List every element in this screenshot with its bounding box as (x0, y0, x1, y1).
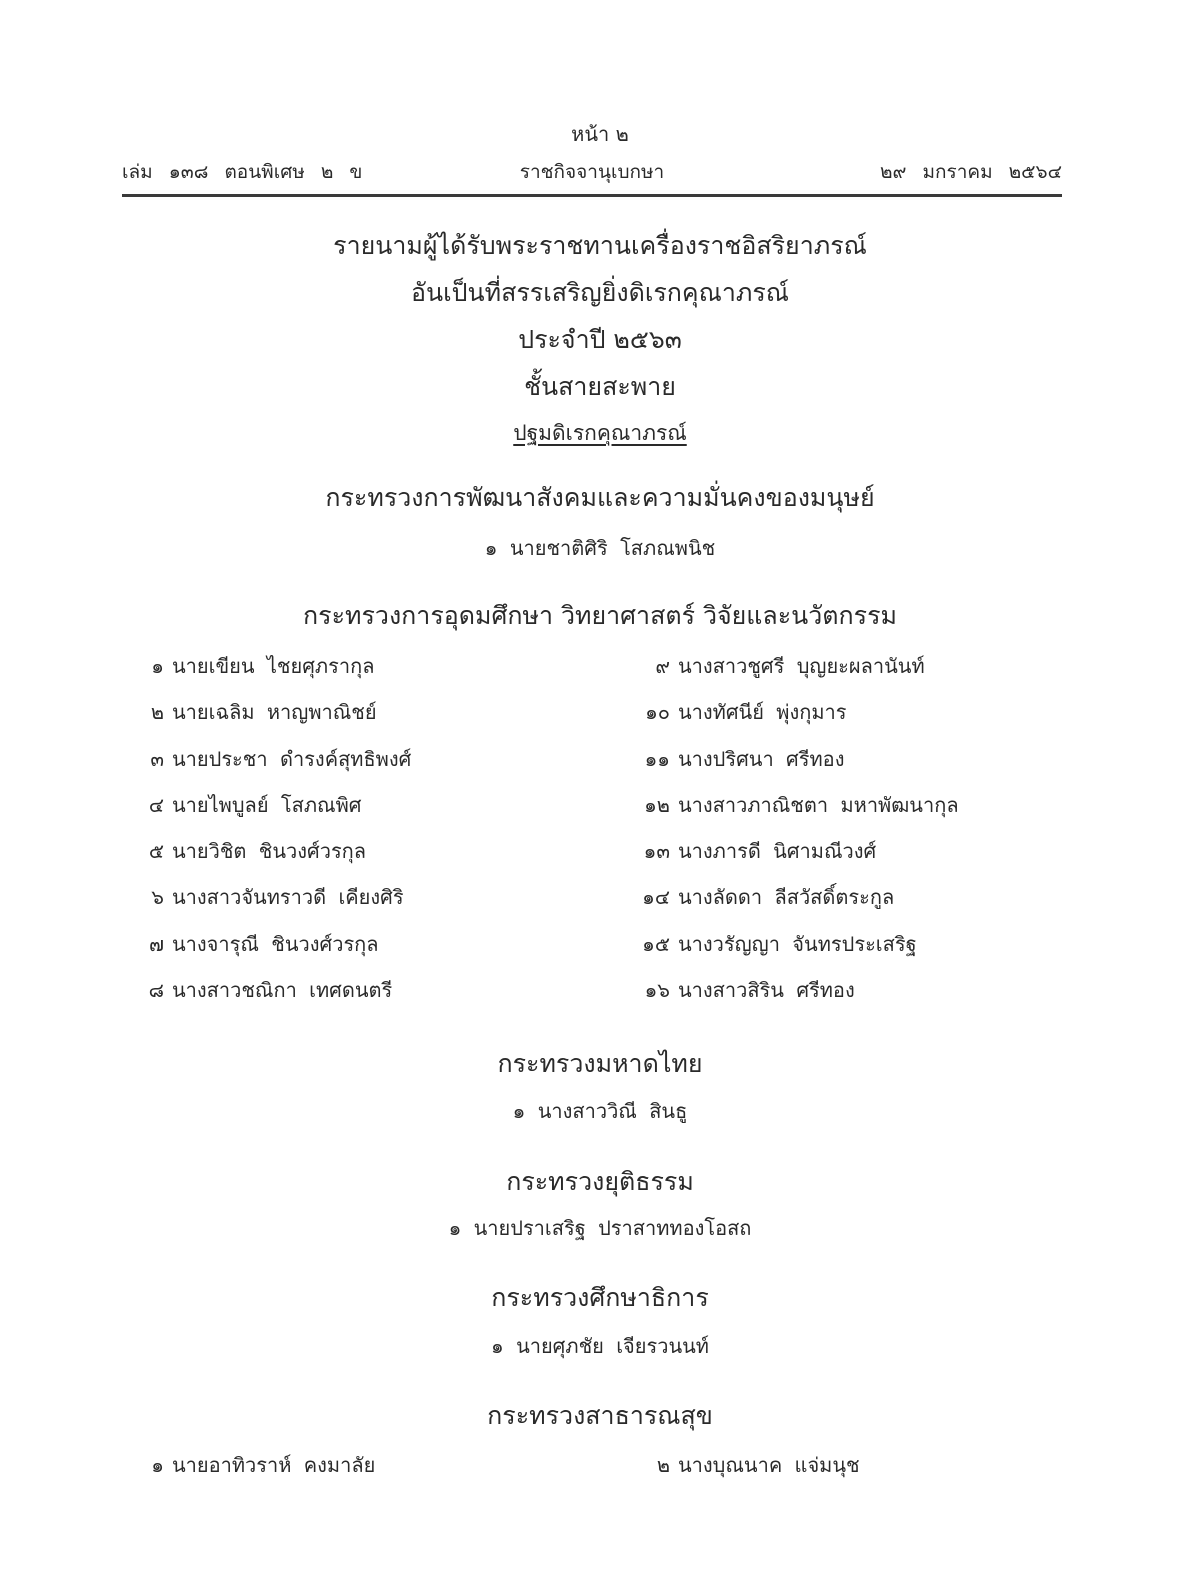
recipient-name: นางสาวชูศรี บุญยะผลานันท์ (678, 654, 925, 678)
entry-number: ๗ (148, 931, 164, 956)
recipient-entry (630, 882, 959, 928)
entry-number: ๑๓ (643, 839, 670, 864)
page-number: หน้า ๒ (571, 122, 629, 146)
ministry-heading: กระทรวงสาธารณสุข (487, 1401, 713, 1430)
recipient-name: นายปราเสริฐ ปราสาททองโอสถ (473, 1216, 752, 1240)
recipient-name: นายอาทิวราห์ คงมาลัย (172, 1453, 376, 1477)
entry-number: ๖ (151, 885, 164, 910)
entry-number: ๙ (655, 654, 670, 678)
recipient-name: นายศุภชัย เจียรวนนท์ (516, 1334, 709, 1358)
entry-number: ๑๐ (645, 700, 670, 725)
title-year: ประจำปี ๒๕๖๓ (518, 325, 682, 354)
recipient-name: นางบุณนาค แจ่มนุช (678, 1453, 860, 1477)
publication-date: ๒๙ มกราคม ๒๕๖๔ (879, 161, 1062, 183)
recipient-name: นางสาวจันทราวดี เคียงศิริ (172, 885, 404, 910)
title-grade: ชั้นสายสะพาย (524, 372, 676, 401)
entry-number: ๑๒ (644, 792, 670, 817)
recipient-name: นายประชา ดำรงค์สุทธิพงศ์ (172, 746, 412, 771)
recipient-name: นางทัศนีย์ พุ่งกุมาร (678, 700, 847, 725)
ministry-heading: กระทรวงศึกษาธิการ (491, 1283, 709, 1312)
ministry-heading: กระทรวงการพัฒนาสังคมและความมั่นคงของมนุษย์ (325, 483, 875, 512)
entry-number: ๓ (150, 746, 164, 771)
entry-number: ๑ (448, 1216, 462, 1240)
entry-number: ๑ (491, 1334, 504, 1358)
entry-number: ๕ (148, 839, 164, 864)
recipient-name: นางสาววิณี สินธู (537, 1099, 688, 1123)
recipient-name: นางสาวสิริน ศรีทอง (678, 978, 855, 1003)
entry-number: ๑๕ (642, 931, 670, 956)
entry-number: ๑๖ (644, 978, 670, 1003)
recipient-entry (142, 697, 411, 743)
recipient-entry (142, 836, 411, 882)
recipient-name: นายเขียน ไชยศุภรากุล (172, 654, 375, 678)
recipient-name: นายเฉลิม หาญพาณิชย์ (172, 700, 377, 725)
recipient-entry (630, 790, 959, 836)
recipient-name: นายวิชิต ชินวงศ์วรกุล (172, 839, 367, 864)
recipient-name: นางจารุณี ชินวงศ์วรกุล (172, 931, 379, 956)
decoration-class: ปฐมดิเรกคุณาภรณ์ (513, 421, 687, 445)
entry-number: ๑ (512, 1099, 526, 1123)
title-line-2: อันเป็นที่สรรเสริญยิ่งดิเรกคุณาภรณ์ (411, 278, 789, 307)
entry-number: ๑๑ (644, 746, 670, 771)
recipient-list-right (630, 651, 959, 1021)
recipient-entry (142, 929, 411, 975)
ministry-heading: กระทรวงยุติธรรม (506, 1167, 694, 1196)
entry-number: ๘ (148, 978, 164, 1003)
recipient-name: นายชาติศิริ โสภณพนิช (509, 536, 716, 560)
recipient-name: นายไพบูลย์ โสภณพิศ (172, 792, 362, 817)
recipient-entry (0, 1213, 1200, 1243)
volume-issue: เล่ม ๑๓๘ ตอนพิเศษ ๒ ข (122, 161, 363, 183)
recipient-entry (630, 975, 959, 1021)
recipient-entry (0, 533, 1200, 563)
entry-number: ๒ (150, 700, 164, 725)
entry-number: ๒ (656, 1453, 670, 1477)
recipient-entry (630, 697, 959, 743)
recipient-name: นางภารดี นิศามณีวงศ์ (678, 839, 877, 864)
recipient-entry (142, 744, 411, 790)
document-title (0, 222, 1200, 457)
recipient-name: นางปริศนา ศรีทอง (678, 746, 845, 771)
entry-number: ๑ (151, 654, 164, 678)
ministry-heading: กระทรวงการอุดมศึกษา วิทยาศาสตร์ วิจัยและนวัตกรรม (303, 601, 897, 630)
recipient-entry (0, 1096, 1200, 1126)
recipient-name: นางสาวชณิกา เทศดนตรี (172, 978, 393, 1003)
recipient-entry (142, 975, 411, 1021)
publication-name: ราชกิจจานุเบกษา (519, 161, 665, 183)
recipient-entry (630, 651, 959, 697)
recipient-name: นางวรัญญา จันทรประเสริฐ (678, 931, 917, 956)
recipient-entry (630, 744, 959, 790)
recipient-entry (630, 929, 959, 975)
gazette-header (122, 157, 1062, 187)
ministry-heading: กระทรวงมหาดไทย (497, 1049, 703, 1078)
entry-number: ๑๔ (642, 885, 670, 910)
recipient-name: นางสาวภาณิชตา มหาพัฒนากุล (678, 792, 959, 817)
recipient-entry (630, 836, 959, 882)
title-line-1: รายนามผู้ได้รับพระราชทานเครื่องราชอิสริยาภรณ์ (333, 231, 867, 260)
recipient-entry (630, 1450, 860, 1480)
entry-number: ๑ (484, 536, 498, 560)
recipient-entry (0, 1331, 1200, 1361)
recipient-entry (142, 651, 411, 697)
header-divider (122, 194, 1062, 197)
entry-number: ๑ (151, 1453, 164, 1477)
recipient-entry (142, 882, 411, 928)
recipient-entry (142, 1450, 375, 1480)
entry-number: ๔ (148, 792, 164, 817)
recipient-list-left (142, 651, 411, 1021)
recipient-name: นางลัดดา ลีสวัสดิ์ตระกูล (678, 885, 895, 910)
recipient-entry (142, 790, 411, 836)
